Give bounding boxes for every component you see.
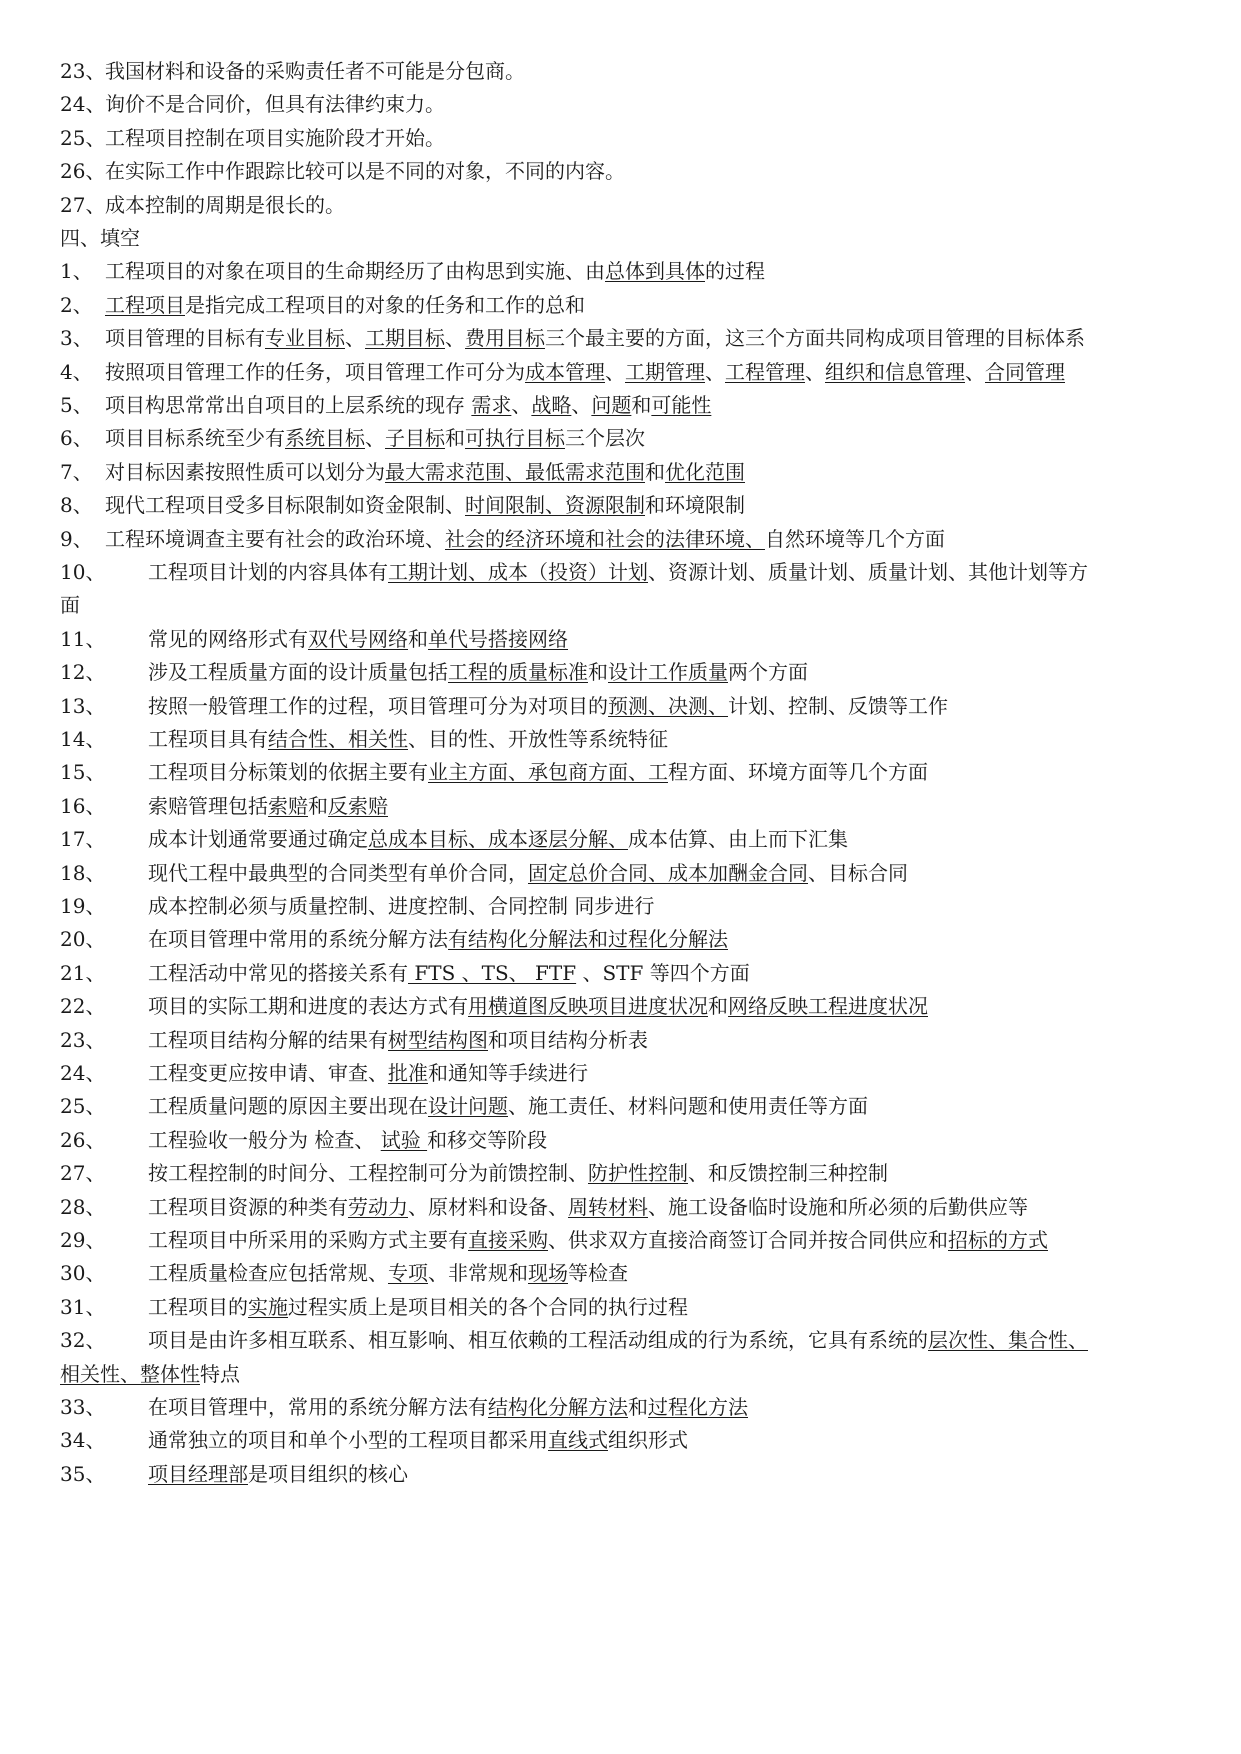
item-number: 22、 bbox=[60, 994, 106, 1019]
text-segment: 项目管理的目标有 bbox=[105, 326, 265, 351]
underlined-answer: 合同管理 bbox=[985, 359, 1065, 384]
text-segment: 、 bbox=[805, 359, 825, 384]
text-segment: 、 bbox=[965, 359, 985, 384]
document-line bbox=[60, 726, 1190, 752]
text-segment: 、 bbox=[345, 326, 365, 351]
text-segment: 项目的实际工期和进度的表达方式有 bbox=[148, 994, 468, 1019]
text-segment: 和 bbox=[588, 660, 608, 685]
underlined-answer: 专项 bbox=[388, 1261, 428, 1286]
text-segment: 三个层次 bbox=[565, 426, 645, 451]
text-segment: 工程变更应按申请、审查、 bbox=[148, 1061, 388, 1085]
underlined-answer: 有结构化分解法和过程化分解法 bbox=[448, 927, 728, 952]
underlined-answer: 最大需求范围、最低需求范围 bbox=[385, 459, 645, 484]
text-segment: 和 bbox=[408, 626, 428, 651]
document-line bbox=[60, 1260, 1190, 1286]
underlined-answer: 总体到具体 bbox=[605, 259, 705, 284]
document-line bbox=[60, 292, 1190, 318]
underlined-answer: 工程的质量标准 bbox=[448, 660, 588, 685]
underlined-answer: 工程管理 bbox=[725, 359, 805, 384]
text-segment: 和 bbox=[445, 426, 465, 451]
text-segment: 、非常规和 bbox=[428, 1261, 528, 1286]
document-line bbox=[60, 1227, 1190, 1253]
text-segment: 特点 bbox=[200, 1361, 240, 1386]
underlined-answer: 试验 bbox=[380, 1127, 428, 1152]
document-line bbox=[60, 759, 1190, 785]
text-segment: 组织形式 bbox=[608, 1428, 688, 1453]
underlined-answer: 防护性控制 bbox=[588, 1161, 688, 1186]
text-segment: 、目标合同 bbox=[808, 860, 908, 885]
document-line bbox=[60, 960, 1190, 986]
text-segment: 两个方面 bbox=[728, 660, 808, 685]
document-line bbox=[60, 1093, 1190, 1119]
text-segment: 工程项目资源的种类有 bbox=[148, 1194, 348, 1219]
document-line bbox=[60, 693, 1190, 719]
text-segment: 工程质量检查应包括常规、 bbox=[148, 1261, 388, 1286]
document-line bbox=[60, 91, 1190, 117]
text-segment: 、资源计划、质量计划、质量计划、其他计划等方 bbox=[648, 560, 1088, 584]
document-line bbox=[60, 1427, 1190, 1453]
text-segment: 、STF 等四个方面 bbox=[576, 960, 750, 985]
document-line bbox=[60, 125, 1190, 151]
text-segment: 、 bbox=[571, 393, 592, 417]
underlined-answer: 设计问题 bbox=[428, 1094, 508, 1119]
text-segment: 成本估算、由上而下汇集 bbox=[628, 827, 848, 852]
item-number: 12、 bbox=[60, 660, 106, 685]
document-line bbox=[60, 192, 1190, 218]
text-segment: 我国材料和设备的采购责任者不可能是分包商。 bbox=[105, 59, 525, 83]
underlined-answer: 社会的经济环境和社会的法律环境、 bbox=[445, 526, 765, 551]
text-segment: 索赔管理包括 bbox=[148, 793, 268, 818]
document-line bbox=[60, 58, 1190, 84]
text-segment: 、供求双方直接洽商签订合同并按合同供应和 bbox=[548, 1228, 948, 1252]
document-line bbox=[60, 1461, 1190, 1487]
item-number: 33、 bbox=[60, 1395, 106, 1419]
document-line bbox=[60, 659, 1190, 685]
text-segment: 程方面、环境方面等几个方面 bbox=[668, 760, 928, 785]
underlined-answer: 现场 bbox=[528, 1261, 568, 1286]
text-segment: 工程活动中常见的搭接关系有 bbox=[148, 960, 408, 985]
text-segment: 是指完成工程项目的对象的任务和工作的总和 bbox=[185, 292, 585, 317]
item-number: 34、 bbox=[60, 1428, 106, 1453]
underlined-answer: 工期目标 bbox=[365, 326, 445, 351]
item-number: 24、 bbox=[60, 92, 106, 117]
document-line bbox=[60, 926, 1190, 952]
text-segment: 、和反馈控制三种控制 bbox=[688, 1161, 888, 1186]
underlined-answer: 周转材料 bbox=[568, 1194, 648, 1219]
underlined-answer: 劳动力 bbox=[348, 1194, 408, 1219]
document-line bbox=[60, 225, 1190, 251]
document-line bbox=[60, 392, 1190, 418]
item-number: 23、 bbox=[60, 1027, 106, 1052]
text-segment: 工程验收一般分为 检查、 bbox=[148, 1127, 381, 1152]
underlined-answer: 网络反映工程进度状况 bbox=[728, 994, 928, 1019]
text-segment: 三个最主要的方面，这三个方面共同构成项目管理的目标体系 bbox=[545, 326, 1085, 351]
document-line bbox=[60, 1327, 1190, 1353]
text-segment: 现代工程项目受多目标限制如资金限制、 bbox=[105, 493, 465, 518]
underlined-answer: 反索赔 bbox=[328, 793, 388, 818]
underlined-answer: 设计工作质量 bbox=[608, 660, 728, 685]
document-line bbox=[60, 626, 1190, 652]
item-number: 11、 bbox=[60, 626, 106, 651]
item-number: 18、 bbox=[60, 860, 106, 885]
document-line bbox=[60, 1194, 1190, 1220]
text-segment: 、 bbox=[445, 326, 465, 351]
underlined-answer: 招标的方式 bbox=[948, 1228, 1048, 1252]
underlined-answer: 索赔 bbox=[268, 793, 308, 818]
item-number: 31、 bbox=[60, 1294, 106, 1319]
document-line bbox=[60, 158, 1190, 184]
document-line bbox=[60, 359, 1190, 385]
document-line bbox=[60, 1027, 1190, 1053]
text-segment: 常见的网络形式有 bbox=[148, 626, 308, 651]
document-line bbox=[60, 526, 1190, 552]
text-segment: 、施工责任、材料问题和使用责任等方面 bbox=[508, 1094, 868, 1119]
item-number: 26、 bbox=[60, 1127, 106, 1152]
item-number: 2、 bbox=[60, 292, 93, 317]
item-number: 29、 bbox=[60, 1228, 106, 1252]
document-line bbox=[60, 1060, 1190, 1086]
underlined-answer: 战略 bbox=[531, 393, 572, 417]
underlined-answer: 费用目标 bbox=[465, 326, 545, 351]
text-segment: 按照项目管理工作的任务，项目管理工作可分为 bbox=[105, 359, 525, 384]
text-segment: 、 bbox=[365, 426, 385, 451]
item-number: 21、 bbox=[60, 960, 106, 985]
document-line bbox=[60, 893, 1190, 919]
text-segment: 按工程控制的时间分、工程控制可分为前馈控制、 bbox=[148, 1161, 588, 1186]
underlined-answer: 业主方面、承包商方面、工 bbox=[428, 760, 668, 785]
document-line bbox=[60, 492, 1190, 518]
underlined-answer: 需求 bbox=[471, 393, 512, 417]
underlined-answer: 实施 bbox=[248, 1294, 288, 1319]
text-segment: 工程项目具有 bbox=[148, 727, 268, 751]
text-segment: 和项目结构分析表 bbox=[488, 1027, 648, 1052]
item-number: 32、 bbox=[60, 1328, 106, 1353]
item-number: 23、 bbox=[60, 59, 106, 83]
item-number: 19、 bbox=[60, 894, 106, 918]
text-segment: 和环境限制 bbox=[645, 493, 745, 518]
text-segment: 的过程 bbox=[705, 259, 765, 284]
document-line bbox=[60, 1361, 1190, 1387]
underlined-answer: 工期管理 bbox=[625, 359, 705, 384]
underlined-answer: 双代号网络 bbox=[308, 626, 408, 651]
text-segment: 在项目管理中，常用的系统分解方法有 bbox=[148, 1395, 488, 1419]
item-number: 10、 bbox=[60, 560, 106, 584]
text-segment: 和通知等手续进行 bbox=[428, 1061, 588, 1085]
underlined-answer: 优化范围 bbox=[665, 459, 745, 484]
text-segment: 工程项目计划的内容具体有 bbox=[148, 560, 388, 584]
underlined-answer: 固定总价合同、成本加酬金合同 bbox=[528, 860, 808, 885]
document-line bbox=[60, 325, 1190, 351]
underlined-answer: 过程化方法 bbox=[648, 1395, 748, 1419]
document-line bbox=[60, 1294, 1190, 1320]
item-number: 25、 bbox=[60, 1094, 106, 1119]
item-number: 5、 bbox=[60, 393, 93, 417]
item-number: 4、 bbox=[60, 359, 93, 384]
item-number: 17、 bbox=[60, 827, 106, 852]
document-line bbox=[60, 559, 1190, 585]
underlined-answer: 相关性、整体性 bbox=[60, 1361, 200, 1386]
item-number: 9、 bbox=[60, 526, 93, 551]
underlined-answer: 专业目标 bbox=[265, 326, 345, 351]
text-segment: 工程项目的对象在项目的生命期经历了由构思到实施、由 bbox=[105, 259, 605, 284]
underlined-answer: 子目标 bbox=[385, 426, 445, 451]
text-segment: 和 bbox=[708, 994, 728, 1019]
underlined-answer: 用横道图反映项目进度状况 bbox=[468, 994, 708, 1019]
underlined-answer: 结构化分解方法 bbox=[488, 1395, 628, 1419]
text-segment: 项目是由许多相互联系、相互影响、相互依赖的工程活动组成的行为系统，它具有系统的 bbox=[148, 1328, 928, 1353]
text-segment: 、目的性、开放性等系统特征 bbox=[408, 727, 668, 751]
text-segment: 现代工程中最典型的合同类型有单价合同， bbox=[148, 860, 528, 885]
underlined-answer: 总成本目标、成本逐层分解、 bbox=[368, 827, 628, 852]
underlined-answer: 可执行目标 bbox=[465, 426, 565, 451]
document-line bbox=[60, 1160, 1190, 1186]
underlined-answer: 系统目标 bbox=[285, 426, 365, 451]
text-segment: 和移交等阶段 bbox=[427, 1127, 548, 1152]
underlined-answer: FTS 、TS、 FTF bbox=[408, 960, 577, 985]
text-segment: 是项目组织的核心 bbox=[248, 1461, 408, 1486]
item-number: 3、 bbox=[60, 326, 93, 351]
underlined-answer: 单代号搭接网络 bbox=[428, 626, 568, 651]
text-segment: 工程项目结构分解的结果有 bbox=[148, 1027, 388, 1052]
text-segment: 工程环境调查主要有社会的政治环境、 bbox=[105, 526, 445, 551]
item-number: 8、 bbox=[60, 493, 93, 518]
underlined-answer: 问题 bbox=[591, 393, 632, 417]
text-segment: 和 bbox=[628, 1395, 648, 1419]
document-line bbox=[60, 860, 1190, 886]
item-number: 1、 bbox=[60, 259, 93, 284]
underlined-answer: 项目经理部 bbox=[148, 1461, 248, 1486]
text-segment: 、 bbox=[605, 359, 625, 384]
text-segment: 项目目标系统至少有 bbox=[105, 426, 285, 451]
item-number: 26、 bbox=[60, 159, 106, 184]
item-number: 24、 bbox=[60, 1061, 106, 1085]
item-number: 20、 bbox=[60, 927, 106, 952]
underlined-answer: 时间限制、资源限制 bbox=[465, 493, 645, 518]
text-segment: 工程项目的 bbox=[148, 1294, 248, 1319]
underlined-answer: 成本管理 bbox=[525, 359, 605, 384]
underlined-answer: 工程项目 bbox=[105, 292, 185, 317]
underlined-answer: 层次性、集合性、 bbox=[928, 1328, 1088, 1353]
text-segment: 、原材料和设备、 bbox=[408, 1194, 568, 1219]
text-segment: 、 bbox=[511, 393, 532, 417]
item-number: 28、 bbox=[60, 1194, 106, 1219]
text-segment: 和 bbox=[308, 793, 328, 818]
document-line bbox=[60, 793, 1190, 819]
text-segment: 工程项目中所采用的采购方式主要有 bbox=[148, 1228, 468, 1252]
text-segment: 工程项目分标策划的依据主要有 bbox=[148, 760, 428, 785]
text-segment: 和 bbox=[631, 393, 652, 417]
text-segment: 和 bbox=[645, 459, 665, 484]
text-segment: 成本计划通常要通过确定 bbox=[148, 827, 368, 852]
underlined-answer: 直接采购 bbox=[468, 1228, 548, 1252]
text-segment: 通常独立的项目和单个小型的工程项目都采用 bbox=[148, 1428, 548, 1453]
item-number: 7、 bbox=[60, 459, 93, 484]
underlined-answer: 批准 bbox=[388, 1061, 428, 1085]
text-segment: 询价不是合同价，但具有法律约束力。 bbox=[105, 92, 445, 117]
item-number: 30、 bbox=[60, 1261, 106, 1286]
item-number: 27、 bbox=[60, 1161, 106, 1186]
document-line bbox=[60, 425, 1190, 451]
item-number: 35、 bbox=[60, 1461, 106, 1486]
document-line bbox=[60, 1127, 1190, 1153]
text-segment: 、 bbox=[705, 359, 725, 384]
underlined-answer: 结合性、相关性 bbox=[268, 727, 408, 751]
item-number: 25、 bbox=[60, 125, 106, 150]
text-segment: 按照一般管理工作的过程，项目管理可分为对项目的 bbox=[148, 693, 608, 718]
text-segment: 、施工设备临时设施和所必须的后勤供应等 bbox=[648, 1194, 1028, 1219]
text-segment: 在实际工作中作跟踪比较可以是不同的对象，不同的内容。 bbox=[105, 159, 625, 184]
document-line bbox=[60, 459, 1190, 485]
text-segment: 自然环境等几个方面 bbox=[765, 526, 945, 551]
text-segment: 过程实质上是项目相关的各个合同的执行过程 bbox=[288, 1294, 688, 1319]
text-segment: 涉及工程质量方面的设计质量包括 bbox=[148, 660, 448, 685]
item-number: 6、 bbox=[60, 426, 93, 451]
underlined-answer: 树型结构图 bbox=[388, 1027, 488, 1052]
document-line bbox=[60, 258, 1190, 284]
item-number: 15、 bbox=[60, 760, 106, 785]
text-segment: 面 bbox=[60, 593, 80, 618]
text-segment: 等检查 bbox=[568, 1261, 628, 1286]
text-segment: 计划、控制、反馈等工作 bbox=[728, 693, 948, 718]
item-number: 14、 bbox=[60, 727, 106, 751]
underlined-answer: 工期计划、成本（投资）计划 bbox=[388, 560, 648, 584]
text-segment: 四、填空 bbox=[60, 226, 140, 250]
text-segment: 项目构思常常出自项目的上层系统的现存 bbox=[105, 393, 472, 417]
text-segment: 成本控制必须与质量控制、进度控制、合同控制 同步进行 bbox=[148, 894, 655, 918]
underlined-answer: 可能性 bbox=[651, 393, 712, 417]
underlined-answer: 预测、决测、 bbox=[608, 693, 728, 718]
item-number: 27、 bbox=[60, 192, 106, 217]
item-number: 16、 bbox=[60, 793, 106, 818]
text-segment: 工程项目控制在项目实施阶段才开始。 bbox=[105, 125, 445, 150]
underlined-answer: 组织和信息管理 bbox=[825, 359, 965, 384]
text-segment: 工程质量问题的原因主要出现在 bbox=[148, 1094, 428, 1119]
document-line bbox=[60, 1394, 1190, 1420]
text-segment: 在项目管理中常用的系统分解方法 bbox=[148, 927, 448, 952]
document-line bbox=[60, 826, 1190, 852]
text-segment: 对目标因素按照性质可以划分为 bbox=[105, 459, 385, 484]
document-line bbox=[60, 592, 1190, 618]
underlined-answer: 直线式 bbox=[548, 1428, 608, 1453]
item-number: 13、 bbox=[60, 693, 106, 718]
text-segment: 成本控制的周期是很长的。 bbox=[105, 192, 345, 217]
document-line bbox=[60, 993, 1190, 1019]
